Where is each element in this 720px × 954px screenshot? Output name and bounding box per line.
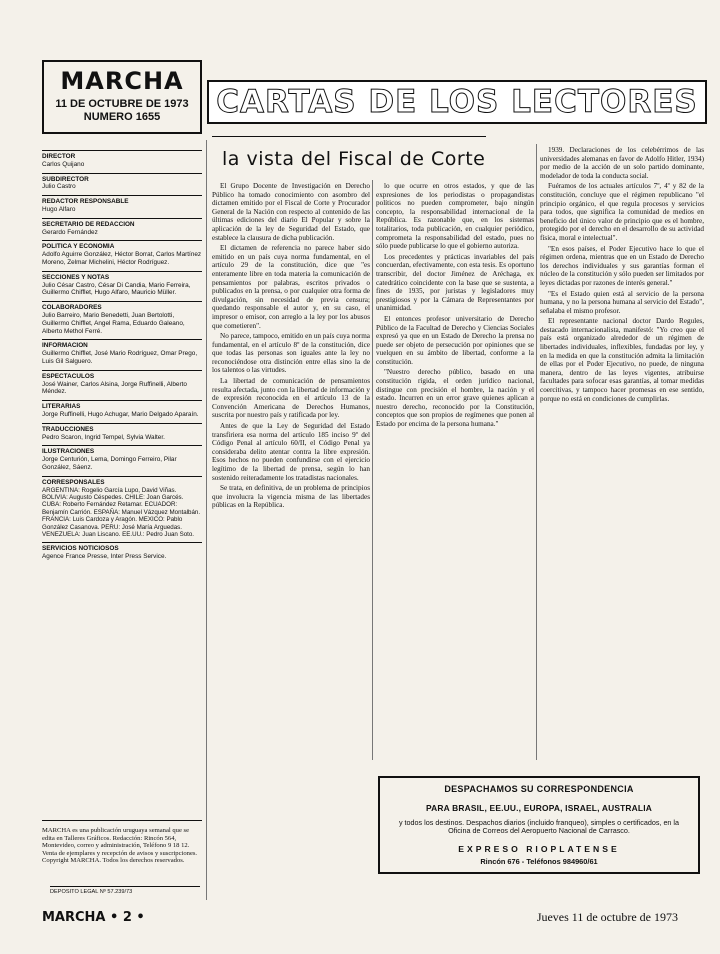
staff-section-heading: SUBDIRECTOR xyxy=(42,173,202,184)
headline-rule xyxy=(212,136,486,137)
advertisement xyxy=(378,776,700,874)
article-paragraph: "Es el Estado quien está al servicio de la persona humana, y no la persona humana al servicio del Estado", señalaba el mismo profesor. xyxy=(540,289,704,315)
staff-section xyxy=(42,301,202,335)
staff-section xyxy=(42,339,202,365)
staff-section xyxy=(42,445,202,471)
article-paragraph: El representante nacional doctor Dardo Regules, destacado internacionalista, manifestó: "Yo creo que el país está organizado alrededor de un régimen de libertades individuales, inflexibles, fundadas por ley, y en la medida en que la constitución admita la limitación de ellas por el Poder Ejecutivo, no puede, de ninguna manera, dentro de las leyes vigentes, atribuirse facultades para sofocar esas garantías, al tomar medidas coercitivas, y tampoco hacer promesas en ese sentido, porque no está en condiciones de cumplirlas. xyxy=(540,317,704,403)
ad-body: y todos los destinos. Despachos diarios (incluido franqueo), simples o certificados, en la Oficina de Correos del Aeropuerto Nacional de Carrasco. xyxy=(398,818,680,836)
staff-section xyxy=(42,423,202,442)
ad-company: EXPRESO RIOPLATENSE xyxy=(458,843,620,854)
article-paragraph: Se trata, en definitiva, de un problema de principios que involucra la vigencia misma de las libertades públicas en la República. xyxy=(212,484,370,510)
staff-section-heading: CORRESPONSALES xyxy=(42,476,202,487)
staff-section xyxy=(42,542,202,561)
staff-section-heading: REDACTOR RESPONSABLE xyxy=(42,195,202,206)
legal-deposit: DEPOSITO LEGAL Nº 57.239/73 xyxy=(50,886,200,895)
staff-section-names: Hugo Alfaro xyxy=(42,205,76,213)
article-paragraph: Antes de que la Ley de Seguridad del Estado transfiriera esa norma del artículo 185 inciso 9º del Código Penal al artículo 60/II, el Código Penal ya consideraba delito atentar contra la libre expresión. Esos hechos no pueden confundirse con el ejercicio legítimo de la libertad de prensa, según lo han sostenido reiteradamente los tratadistas nacionales. xyxy=(212,422,370,482)
staff-section xyxy=(42,173,202,192)
staff-section-names: Julio Barreiro, Mario Benedetti, Juan Bertolotti, Guillermo Chifflet, Angel Rama, Eduardo Galeano, Alberto Methol Ferré. xyxy=(42,311,185,335)
staff-section-heading: COLABORADORES xyxy=(42,301,202,312)
staff-section-heading: SECCIONES Y NOTAS xyxy=(42,271,202,282)
article-column-1 xyxy=(212,182,370,872)
ad-destinations: PARA BRASIL, EE.UU., EUROPA, ISRAEL, AUSTRALIA xyxy=(425,803,653,813)
masthead xyxy=(42,60,202,134)
footer-folio: MARCHA • 2 • xyxy=(42,910,145,925)
column-divider xyxy=(206,140,207,900)
column-divider xyxy=(536,144,537,760)
staff-section-names: Adolfo Aguirre González, Héctor Borrat, Carlos Martínez Moreno, Zelmar Michelini, Héctor Rodríguez. xyxy=(42,251,202,266)
staff-section xyxy=(42,400,202,419)
staff-section xyxy=(42,218,202,237)
footer-date: Jueves 11 de octubre de 1973 xyxy=(536,910,678,924)
staff-section xyxy=(42,271,202,297)
masthead-date: 11 DE OCTUBRE DE 1973 xyxy=(55,98,189,110)
staff-section-heading: POLITICA Y ECONOMIA xyxy=(42,240,202,251)
article-paragraph: 1939. Declaraciones de los celebérrimos de las universidades alemanas en favor de Adolfo Hitler, 1934) por medio de la acción de un solo partido dominante, modelador de toda la conducta social. xyxy=(540,146,704,180)
article-paragraph: "En esos países, el Poder Ejecutivo hace lo que el régimen ordena, mientras que en un Estado de Derecho los derechos individuales y sus garantías forman el núcleo de la constitución y sólo pueden ser limitados por leyes dictadas por razones de interés general." xyxy=(540,244,704,287)
staff-section xyxy=(42,240,202,266)
article-paragraph: "Nuestro derecho público, basado en una constitución rígida, el orden jurídico nacional, distingue con precisión el hombre, la nación y el estado. Incurren en un error grave quienes aplican a nuestro derecho, reconocido por la Constitución, conceptos que son propios de regímenes que ponen al Estado por encima de la persona humana." xyxy=(376,368,534,429)
staff-section-names: Guillermo Chifflet, José Mario Rodríguez, Omar Prego, Luis Gil Salguero. xyxy=(42,350,198,365)
staff-section-names: Jorge Centurión, Lema, Domingo Ferreiro, Pilar González, Sáenz. xyxy=(42,456,177,471)
article-paragraph: lo que ocurre en otros estados, y que de las expresiones de los periodistas o propagandistas políticos no pueden comprometer, bajo ningún concepto, la responsabilidad internacional de la República. Es razonable que, en los sistemas totalitarios, toda publicación, en cualquier periódico, comprometa la responsabilidad del estado, pues no sólo puede publicarse lo que el gobierno autoriza. xyxy=(376,182,534,251)
column-divider xyxy=(372,180,373,760)
staff-section-heading: DIRECTOR xyxy=(42,150,202,161)
article-paragraph: El dictamen de referencia no parece haber sido emitido en un país cuya norma fundamental, en el artículo 29 de la constitución, dice que "es enteramente libre en toda materia la comunicación de pensamientos por palabras, escritos privados o publicados en la prensa, o por cualquier otra forma de divulgación, sin necesidad de previa censura; quedando responsable el autor y, en su caso, el impresor o emisor, con arreglo a la ley por los abusos que cometieren". xyxy=(212,244,370,330)
staff-section-names: Jorge Ruffinelli, Hugo Achugar, Mario Delgado Aparaín. xyxy=(42,410,199,418)
article-column-3 xyxy=(540,146,704,751)
staff-section-names: Julio Castro xyxy=(42,183,76,191)
article-column-2 xyxy=(376,182,534,750)
article-paragraph: Fuéramos de los actuales artículos 7º, 4º y 82 de la constitución, concluye que el régimen republicano "el principio orgánico, el que regula procesos y servicios para todos, que significa la comunidad de medios en beneficio del único valor de principio que es el hombre, protegido por el derecho en el desarrollo de su actividad física, moral e intelectual". xyxy=(540,182,704,242)
staff-section-names: Carlos Quijano xyxy=(42,160,85,168)
sidebar-note: MARCHA es una publicación uruguaya semanal que se edita en Talleres Gráficos. Redacción: Rincón 564, Montevideo, correo y administración, Teléfono 9 18 12. Venta de ejemplares y recepción de avisos y suscripciones. Copyright MARCHA. Todos los derechos reservados. xyxy=(42,827,198,865)
staff-section xyxy=(42,150,202,169)
article-paragraph: No parece, tampoco, emitido en un país cuya norma fundamental, en el artículo 8º de la constitución, dice que todas las personas son iguales ante la ley no reconociéndose otra distinción entre ellas sino la de los talentos o las virtudes. xyxy=(212,332,370,375)
staff-sidebar xyxy=(42,148,202,565)
masthead-number: NUMERO 1655 xyxy=(83,111,161,123)
sidebar-rule xyxy=(42,820,202,821)
ad-address: Rincón 676 - Teléfonos 984960/61 xyxy=(480,856,598,866)
staff-section-heading: ILUSTRACIONES xyxy=(42,445,202,456)
staff-section-heading: LITERARIAS xyxy=(42,400,202,411)
staff-section-names: Pedro Scaron, Ingrid Tempel, Sylvia Walter. xyxy=(42,433,165,441)
article-paragraph: El Grupo Docente de Investigación en Derecho Público ha tomado conocimiento con asombro del dictamen emitido por el Fiscal de Corte y Procurador General de la Nación con respecto al contenido de las últimas ediciones del diario El Popular y sobre la aplicación de la ley de Seguridad del Estado, que establece la clausura de dicha publicación. xyxy=(212,182,370,242)
staff-section-names: Agence France Presse, Inter Press Service. xyxy=(42,553,167,561)
staff-section-heading: ESPECTACULOS xyxy=(42,370,202,381)
staff-section-names: Julio César Castro, César Di Candia, Mario Ferreira, Guillermo Chifflet, Hugo Alfaro, Mauricio Müller. xyxy=(42,281,191,297)
article-paragraph: La libertad de comunicación de pensamientos resulta afectada, junto con la libertad de información y de expresión reconocida en el artículo 13 de la Convención Americana de Derechos Humanos, suscrita por nuestro país y ratificada por ley. xyxy=(212,377,370,420)
staff-section-heading: SECRETARIO DE REDACCION xyxy=(42,218,202,229)
article-paragraph: Los precedentes y prácticas invariables del país concuerdan, efectivamente, con esta tesis. Es oportuno transcribir, del doctor Jiménez de Aréchaga, ex catedrático coincidente con la base que se sustenta, a fines de 1935, por juristas y legisladores muy prestigiosos y por la Cámara de Representantes por unanimidad. xyxy=(376,252,534,313)
article-headline: la vista del Fiscal de Corte xyxy=(222,148,486,170)
staff-section-names: José Wainer, Carlos Alsina, Jorge Ruffinelli, Alberto Méndez. xyxy=(42,380,187,396)
staff-section-names: ARGENTINA: Rogelio García Lupo, David Viñas. BOLIVIA: Augusto Céspedes. CHILE: Joan Garcés. CUBA: Roberto Fernández Retamar. ECUADOR: Benjamín Carrión. ESPAÑA: Manuel Vázquez Montalbán. FRANCIA: Luis Cardoza y Aragón. MEXICO: Pablo González Casanova. PERU: José María Arguedas. VENEZUELA: Juan Liscano. EE.UU.: Pedro Juan Soto. xyxy=(42,486,201,538)
staff-section xyxy=(42,195,202,214)
masthead-title: MARCHA xyxy=(60,67,184,95)
ad-title: DESPACHAMOS SU CORRESPONDENCIA xyxy=(444,784,634,794)
section-banner: CARTAS DE LOS LECTORES xyxy=(207,80,707,124)
staff-section-heading: INFORMACION xyxy=(42,339,202,350)
staff-section-heading: SERVICIOS NOTICIOSOS xyxy=(42,542,202,553)
staff-section xyxy=(42,370,202,396)
article-paragraph: El entonces profesor universitario de Derecho Público de la Facultad de Derecho y Ciencias Sociales expresó ya que en un Estado de Derecho la prensa no puede ser objeto de persecución por opiniones que se vuelquen en su ámbito de libertad, conforme a la constitución. xyxy=(376,314,534,366)
staff-section xyxy=(42,476,202,539)
staff-section-names: Gerardo Fernández xyxy=(42,228,98,236)
staff-section-heading: TRADUCCIONES xyxy=(42,423,202,434)
